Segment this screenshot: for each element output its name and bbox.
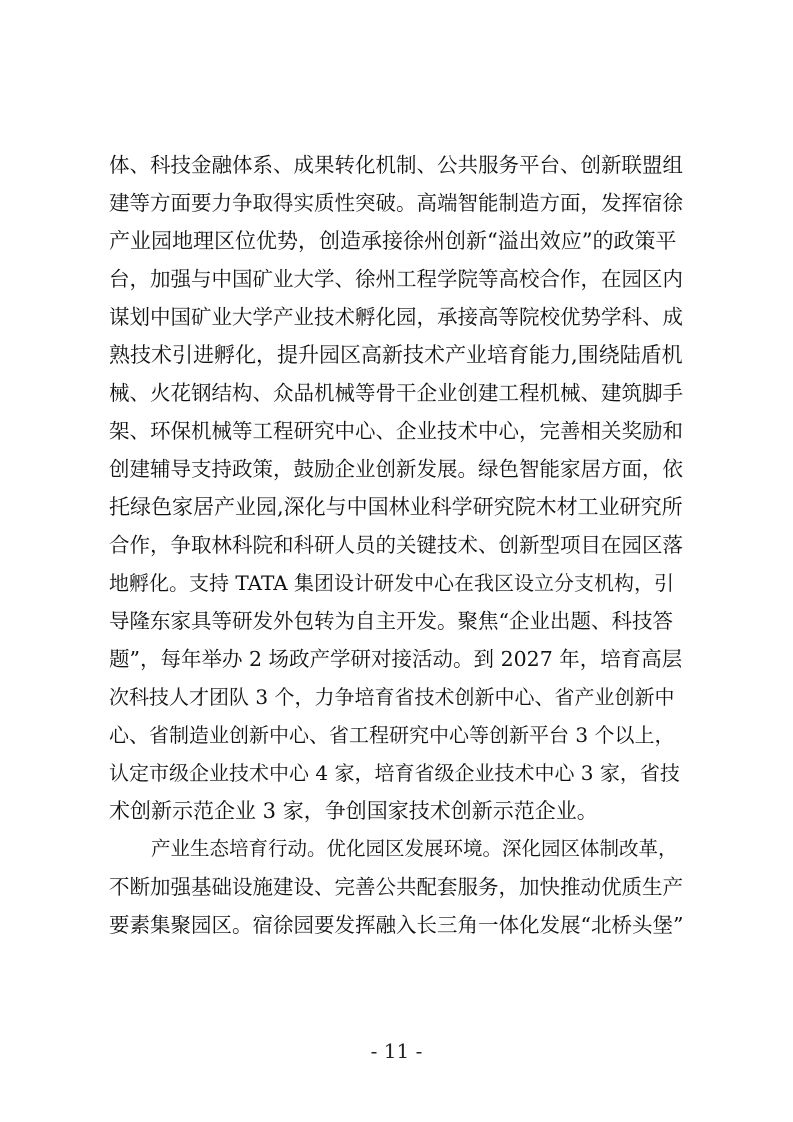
paragraph-line: 要素集聚园区。宿徐园要发挥融入长三角一体化发展“北桥头堡” bbox=[109, 913, 684, 937]
paragraph-line: 地孵化。支持 TATA 集团设计研发中心在我区设立分支机构，引 bbox=[109, 571, 674, 595]
paragraph-line: 熟技术引进孵化，提升园区高新技术产业培育能力,围绕陆盾机 bbox=[109, 343, 683, 367]
paragraph-line: 心、省制造业创新中心、省工程研究中心等创新平台 3 个以上， bbox=[109, 723, 675, 747]
paragraph-line: 导隆东家具等研发外包转为自主开发。聚焦“企业出题、科技答 bbox=[109, 609, 673, 633]
paragraph-line: 次科技人才团队 3 个，力争培育省技术创新中心、省产业创新中 bbox=[109, 685, 675, 709]
paragraph-line: 产业园地理区位优势，创造承接徐州创新“溢出效应”的政策平 bbox=[109, 229, 677, 253]
paragraph-line: 谋划中国矿业大学产业技术孵化园，承接高等院校优势学科、成 bbox=[109, 305, 683, 329]
paragraph-line: 术创新示范企业 3 家，争创国家技术创新示范企业。 bbox=[109, 799, 598, 823]
paragraph-line: 合作，争取林科院和科研人员的关键技术、创新型项目在园区落 bbox=[109, 533, 683, 557]
paragraph-line: 建等方面要力争取得实质性突破。高端智能制造方面，发挥宿徐 bbox=[109, 191, 683, 215]
paragraph-line: 架、环保机械等工程研究中心、企业技术中心，完善相关奖励和 bbox=[109, 419, 683, 443]
paragraph-line: 体、科技金融体系、成果转化机制、公共服务平台、创新联盟组 bbox=[109, 153, 683, 177]
paragraph-line: 不断加强基础设施建设、完善公共配套服务，加快推动优质生产 bbox=[109, 875, 683, 899]
paragraph-line: 托绿色家居产业园,深化与中国林业科学研究院木材工业研究所 bbox=[109, 495, 683, 519]
paragraph-line: 题”，每年举办 2 场政产学研对接活动。到 2027 年，培育高层 bbox=[109, 647, 683, 671]
paragraph-line: 台，加强与中国矿业大学、徐州工程学院等高校合作，在园区内 bbox=[109, 267, 683, 291]
paragraph-line: 认定市级企业技术中心 4 家，培育省级企业技术中心 3 家，省技 bbox=[109, 761, 680, 785]
paragraph-line: 产业生态培育行动。优化园区发展环境。深化园区体制改革， bbox=[151, 837, 678, 860]
paragraph-line: 械、火花钢结构、众品机械等骨干企业创建工程机械、建筑脚手 bbox=[109, 381, 683, 405]
page-number: - 11 - bbox=[370, 1039, 423, 1063]
paragraph-line: 创建辅导支持政策，鼓励企业创新发展。绿色智能家居方面，依 bbox=[109, 457, 683, 481]
